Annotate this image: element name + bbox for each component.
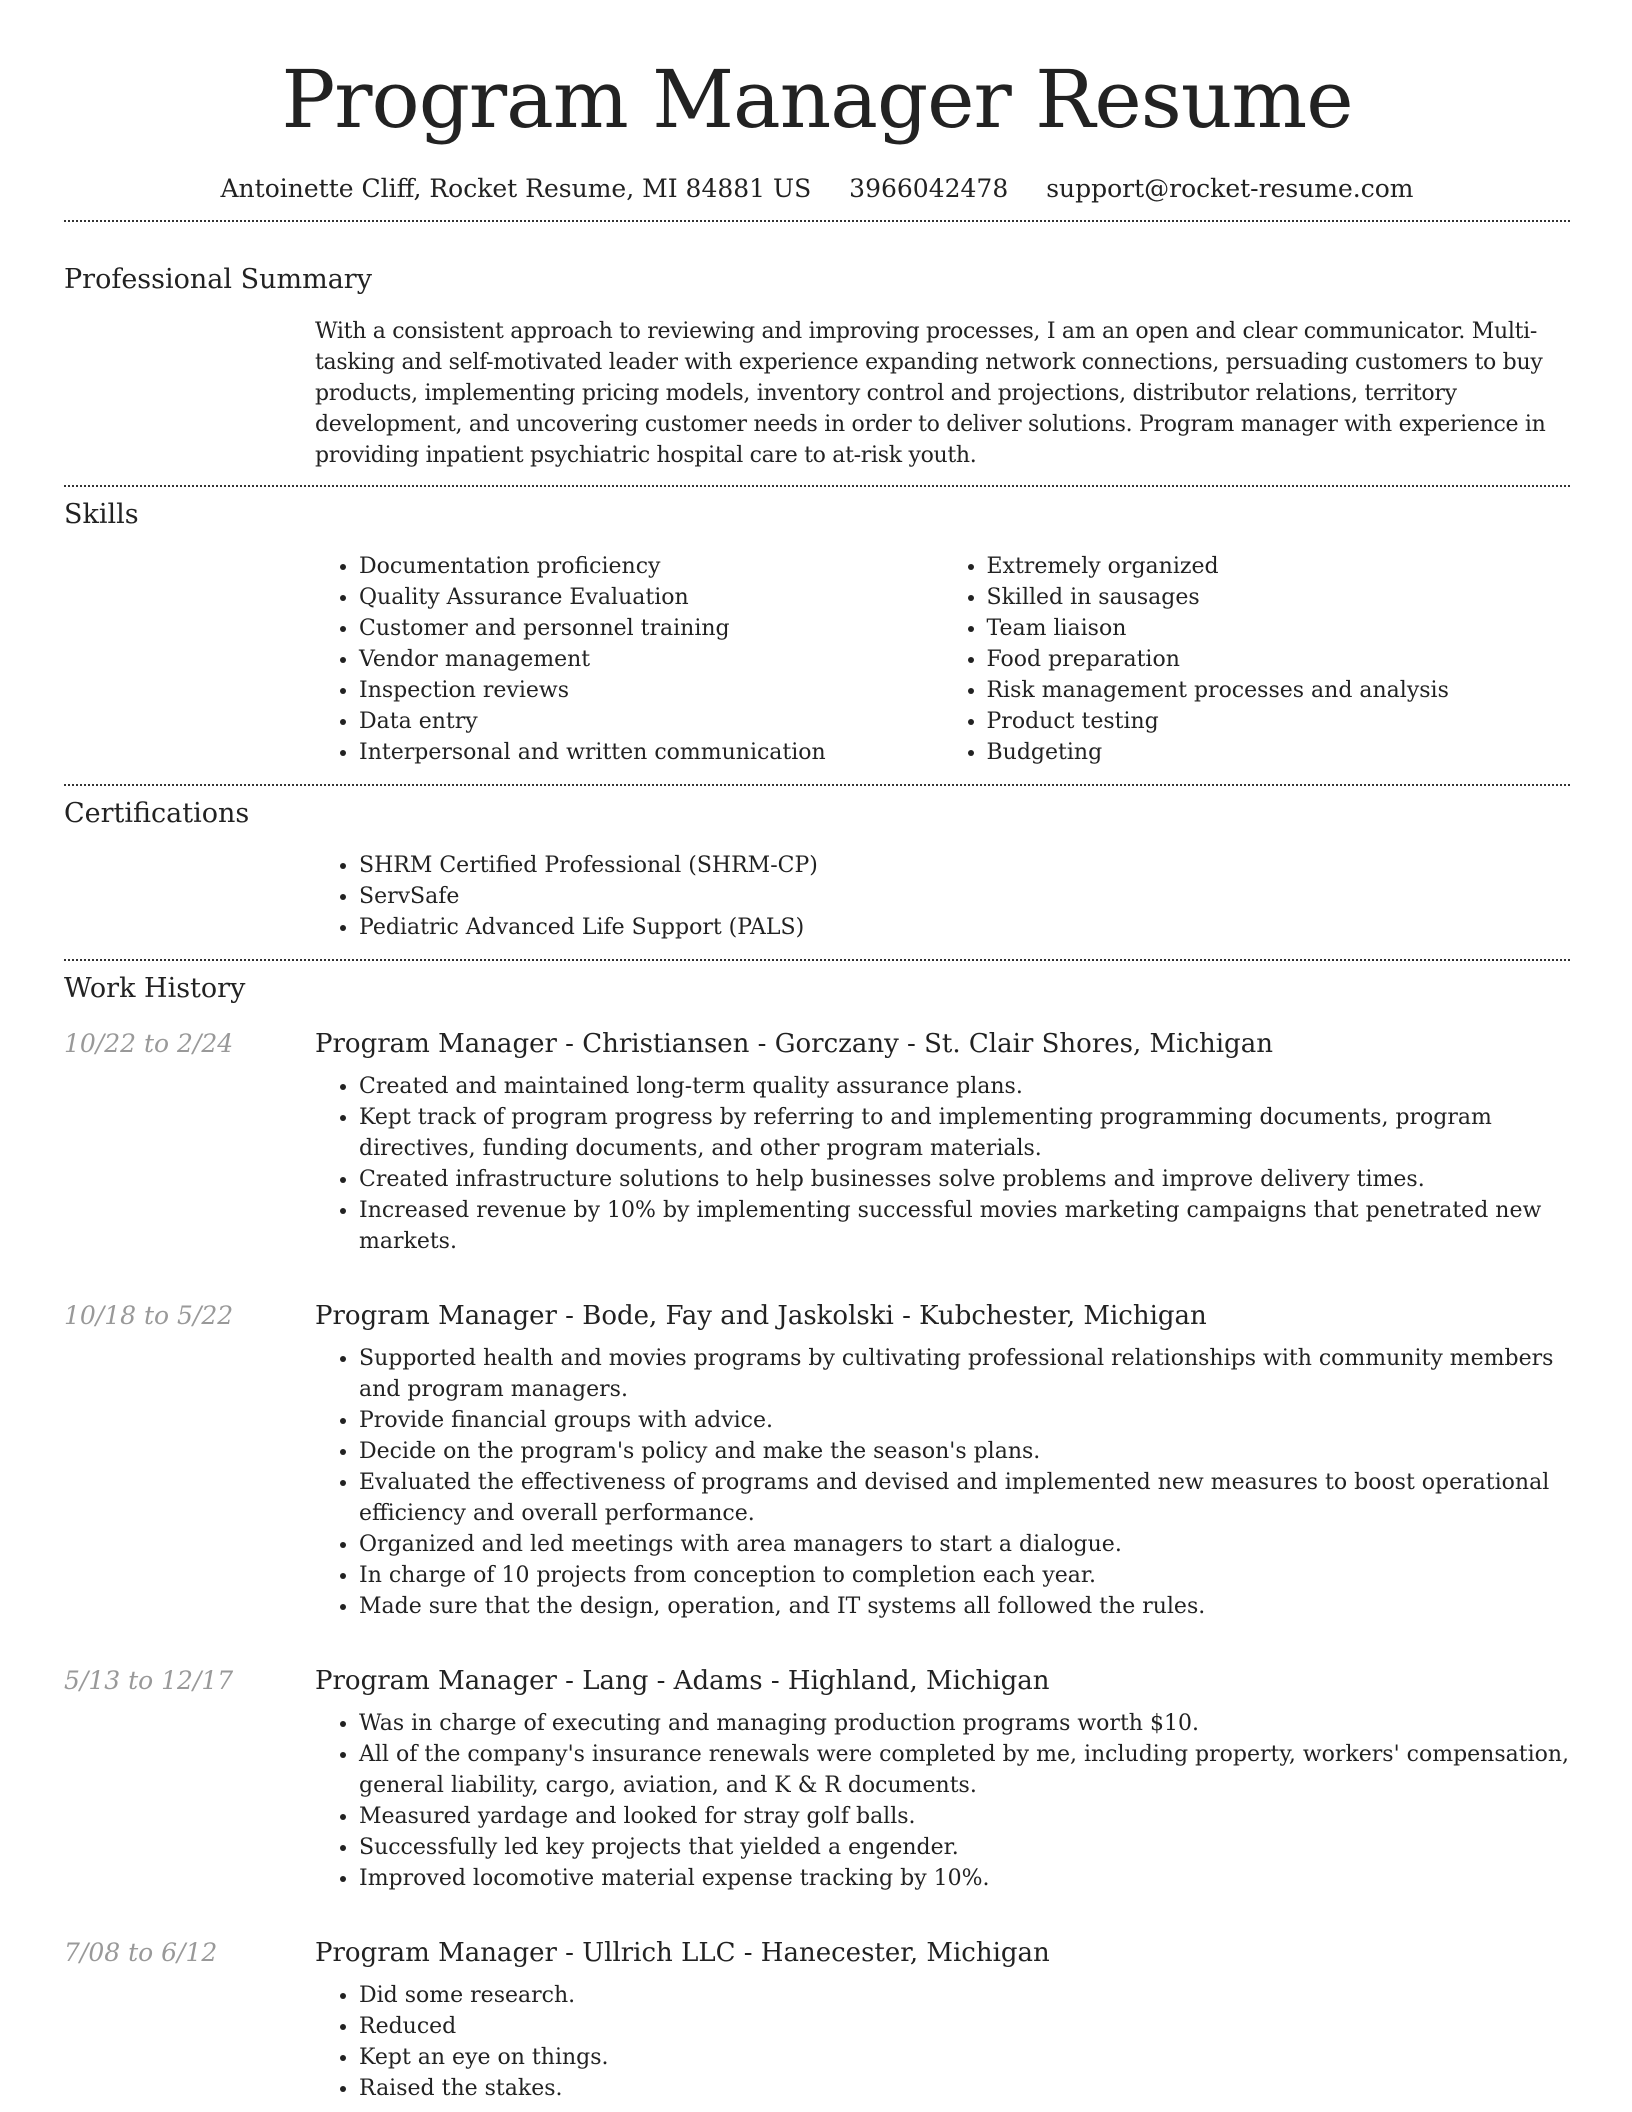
section-heading: Work History (64, 973, 246, 1004)
list-item: • Risk management processes and analysis (987, 675, 1571, 706)
list-item: • Raised the stakes. (359, 2073, 1570, 2104)
job-title: Program Manager - Ullrich LLC - Hanecester, Michigan (315, 1938, 1050, 1968)
list-item: • All of the company's insurance renewals were completed by me, including property, workers' compensation, general liability, cargo, aviation, and K & R documents. (359, 1739, 1570, 1801)
section-heading: Skills (64, 499, 139, 530)
list-item: • Kept track of program progress by referring to and implementing programming documents, program directives, funding documents, and other program materials. (359, 1102, 1570, 1164)
job-title: Program Manager - Bode, Fay and Jaskolski - Kubchester, Michigan (315, 1301, 1207, 1331)
list-item: • Inspection reviews (359, 675, 943, 706)
job-dates: 7/08 to 6/12 (64, 1938, 218, 1967)
summary-section (64, 222, 1570, 485)
contact-line (64, 172, 1570, 206)
list-item: • Organized and led meetings with area managers to start a dialogue. (359, 1529, 1570, 1560)
job-bullet-list (315, 1343, 1570, 1622)
list-item: • Was in charge of executing and managing production programs worth $10. (359, 1708, 1570, 1739)
certifications-list (315, 850, 1570, 943)
contact-phone: 3966042478 (849, 174, 1009, 203)
list-item: • Created and maintained long-term quality assurance plans. (359, 1071, 1570, 1102)
list-item: • Pediatric Advanced Life Support (PALS) (359, 912, 1570, 943)
job-title: Program Manager - Lang - Adams - Highland, Michigan (315, 1666, 1050, 1696)
list-item: • Reduced (359, 2011, 1570, 2042)
contact-email: support@rocket-resume.com (1046, 174, 1414, 203)
list-item: • Skilled in sausages (987, 582, 1571, 613)
job-bullet-list (315, 1708, 1570, 1894)
list-item: • Evaluated the effectiveness of programs and devised and implemented new measures to boost operational efficiency and overall performance. (359, 1467, 1570, 1529)
job-entry (64, 1934, 1570, 2104)
list-item: • Did some research. (359, 1980, 1570, 2011)
list-item: • Successfully led key projects that yielded a engender. (359, 1832, 1570, 1863)
list-item: • Documentation proficiency (359, 551, 943, 582)
section-heading: Professional Summary (64, 264, 372, 295)
job-dates: 10/22 to 2/24 (64, 1029, 234, 1058)
list-item: • Interpersonal and written communication (359, 737, 943, 768)
skills-section (64, 487, 1570, 784)
list-item: • Improved locomotive material expense tracking by 10%. (359, 1863, 1570, 1894)
job-entry (64, 1662, 1570, 1894)
list-item: • Budgeting (987, 737, 1571, 768)
job-entry (64, 1297, 1570, 1622)
list-item: • Kept an eye on things. (359, 2042, 1570, 2073)
skills-list-right (943, 551, 1571, 768)
list-item: • Made sure that the design, operation, and IT systems all followed the rules. (359, 1591, 1570, 1622)
job-bullet-list (315, 1980, 1570, 2104)
list-item: • Supported health and movies programs by cultivating professional relationships with community members and program managers. (359, 1343, 1570, 1405)
list-item: • Quality Assurance Evaluation (359, 582, 943, 613)
list-item: • Increased revenue by 10% by implementing successful movies marketing campaigns that penetrated new markets. (359, 1195, 1570, 1257)
list-item: • Created infrastructure solutions to help businesses solve problems and improve delivery times. (359, 1164, 1570, 1195)
list-item: • Provide financial groups with advice. (359, 1405, 1570, 1436)
list-item: • Data entry (359, 706, 943, 737)
job-dates: 5/13 to 12/17 (64, 1666, 234, 1695)
job-entry (64, 1025, 1570, 1257)
list-item: • Product testing (987, 706, 1571, 737)
list-item: • Team liaison (987, 613, 1571, 644)
list-item: • Vendor management (359, 644, 943, 675)
list-item: • Measured yardage and looked for stray golf balls. (359, 1801, 1570, 1832)
skills-list-left (315, 551, 943, 768)
job-title: Program Manager - Christiansen - Gorczany - St. Clair Shores, Michigan (315, 1029, 1273, 1059)
resume-title: Program Manager Resume (281, 53, 1353, 146)
resume-page (64, 0, 1570, 2104)
list-item: • Food preparation (987, 644, 1571, 675)
summary-text: With a consistent approach to reviewing and improving processes, I am an open and clear communicator. Multi-tasking and self-motivated leader with experience expanding network connections, persuading customers to buy products, implementing pricing models, inventory control and projections, distributor relations, territory development, and uncovering customer needs in order to deliver solutions. Program manager with experience in providing inpatient psychiatric hospital care to at-risk youth. (315, 319, 1546, 468)
job-bullet-list (315, 1071, 1570, 1257)
job-dates: 10/18 to 5/22 (64, 1301, 234, 1330)
contact-address: Antoinette Cliff, Rocket Resume, MI 84881 US (220, 174, 812, 203)
list-item: • Decide on the program's policy and make the season's plans. (359, 1436, 1570, 1467)
list-item: • SHRM Certified Professional (SHRM-CP) (359, 850, 1570, 881)
list-item: • Extremely organized (987, 551, 1571, 582)
certifications-section (64, 786, 1570, 959)
list-item: • In charge of 10 projects from conception to completion each year. (359, 1560, 1570, 1591)
list-item: • ServSafe (359, 881, 1570, 912)
list-item: • Customer and personnel training (359, 613, 943, 644)
work-history-section (64, 961, 1570, 2104)
section-heading: Certifications (64, 798, 250, 829)
jobs-container (64, 1025, 1570, 2104)
